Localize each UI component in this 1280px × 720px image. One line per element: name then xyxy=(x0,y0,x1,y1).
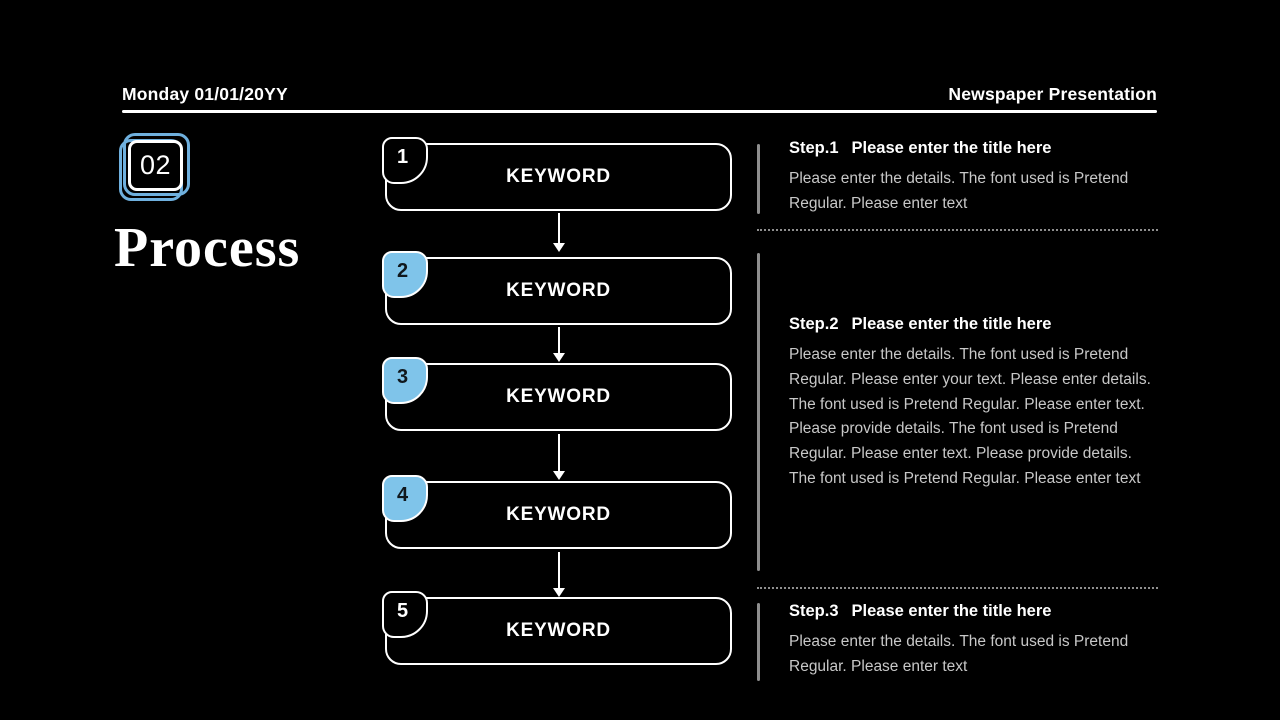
keyword-label: KEYWORD xyxy=(506,166,611,187)
section-title: Process xyxy=(114,217,301,279)
badge-number: 4 xyxy=(396,484,409,506)
dotted-divider xyxy=(757,229,1158,231)
arrow-line xyxy=(558,213,560,243)
flow-arrow-down-icon xyxy=(552,552,566,597)
keyword-badge-4 xyxy=(382,475,428,522)
step-1-block xyxy=(789,139,1159,217)
arrow-head xyxy=(553,588,565,597)
arrow-line xyxy=(558,434,560,471)
keyword-badge-1 xyxy=(382,137,428,184)
badge-number: 1 xyxy=(396,146,409,168)
dotted-divider xyxy=(757,587,1158,589)
step-2-bar xyxy=(757,253,760,571)
arrow-head xyxy=(553,243,565,252)
step-title: Please enter the title here xyxy=(851,139,1052,157)
keyword-label: KEYWORD xyxy=(506,386,611,407)
keyword-badge-5 xyxy=(382,591,428,638)
step-body: Please enter the details. The font used is Pretend Regular. Please enter your text. Please enter details. The font used is Pretend Regular. Please enter text. Please provide details. The font used is Pretend Regular. Please enter text. Please provide details. The font used is Pretend Regular. Please enter text xyxy=(789,346,1151,487)
step-3-block xyxy=(789,602,1159,680)
section-number: 02 xyxy=(128,140,183,191)
step-title: Please enter the title here xyxy=(851,602,1052,620)
step-1-bar xyxy=(757,144,760,214)
step-2-block xyxy=(789,315,1159,492)
flow-arrow-down-icon xyxy=(552,213,566,252)
badge-number: 2 xyxy=(396,260,409,282)
arrow-head xyxy=(553,353,565,362)
badge-number: 5 xyxy=(396,600,409,622)
keyword-box-1 xyxy=(385,143,732,211)
keyword-badge-2 xyxy=(382,251,428,298)
header-rule xyxy=(122,110,1157,113)
step-body: Please enter the details. The font used is Pretend Regular. Please enter text xyxy=(789,170,1129,212)
step-title: Please enter the title here xyxy=(851,315,1052,333)
flow-arrow-down-icon xyxy=(552,434,566,480)
keyword-badge-3 xyxy=(382,357,428,404)
step-label: Step.2 xyxy=(789,315,839,333)
arrow-line xyxy=(558,552,560,588)
section-number-box xyxy=(123,133,190,196)
header-date: Monday 01/01/20YY xyxy=(122,84,288,104)
step-1-heading xyxy=(789,139,1159,158)
keyword-label: KEYWORD xyxy=(506,620,611,641)
step-2-heading xyxy=(789,315,1159,334)
step-label: Step.1 xyxy=(789,139,839,157)
arrow-line xyxy=(558,327,560,353)
flow-arrow-down-icon xyxy=(552,327,566,362)
keyword-box-2 xyxy=(385,257,732,325)
keyword-box-3 xyxy=(385,363,732,431)
step-body: Please enter the details. The font used is Pretend Regular. Please enter text xyxy=(789,633,1129,675)
badge-number: 3 xyxy=(396,366,409,388)
step-label: Step.3 xyxy=(789,602,839,620)
step-3-bar xyxy=(757,603,760,681)
header-title: Newspaper Presentation xyxy=(948,84,1157,104)
arrow-head xyxy=(553,471,565,480)
keyword-label: KEYWORD xyxy=(506,504,611,525)
keyword-box-5 xyxy=(385,597,732,665)
keyword-box-4 xyxy=(385,481,732,549)
step-3-heading xyxy=(789,602,1159,621)
keyword-label: KEYWORD xyxy=(506,280,611,301)
